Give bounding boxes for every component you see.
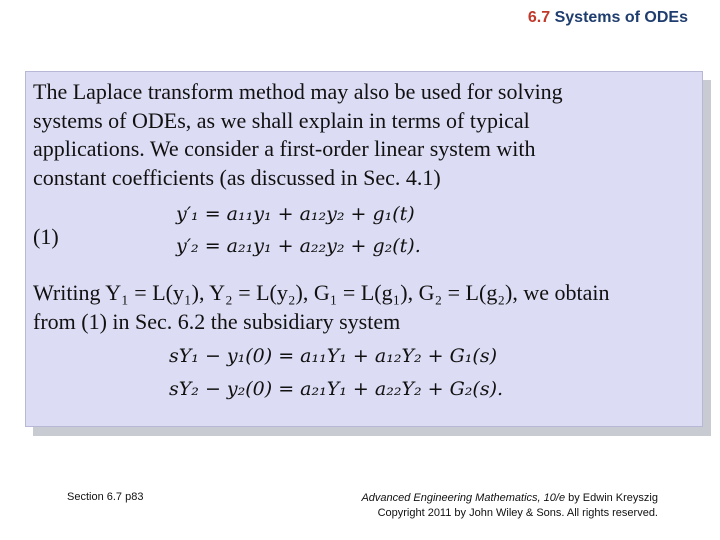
equation-1: y′₁ = a₁₁y₁ + a₁₂y₂ + g₁(t) [176, 203, 415, 225]
content-panel [25, 71, 703, 427]
section-number: 6.7 [527, 9, 551, 26]
equation-number: (1) [33, 224, 59, 249]
equation-2: y′₂ = a₂₁y₁ + a₂₂y₂ + g₂(t). [176, 235, 421, 257]
footer-citation [361, 491, 658, 521]
intro-line: constant coefficients (as discussed in Sec. 4.1) [33, 164, 441, 190]
intro-paragraph [33, 78, 563, 192]
writing-paragraph [33, 279, 609, 336]
subsidiary-equation-2: sY₂ − y₂(0) = a₂₁Y₁ + a₂₂Y₂ + G₂(s). [169, 378, 504, 400]
intro-line: applications. We consider a first-order linear system with [33, 136, 536, 161]
copyright: Copyright 2011 by John Wiley & Sons. All rights reserved. [377, 507, 658, 519]
writing-line: from (1) in Sec. 6.2 the subsidiary system [33, 308, 401, 334]
intro-line: The Laplace transform method may also be used for solving [33, 79, 563, 104]
writing-line: Writing Y₁ = L(y₁), Y₂ = L(y₂), G₁ = L(g₁), G₂ = L(g₂), we obtain [33, 280, 610, 305]
footer-section: Section 6.7 p83 [67, 491, 144, 503]
book-author: by Edwin Kreyszig [565, 492, 658, 504]
section-title: Systems of ODEs [554, 9, 688, 26]
book-title: Advanced Engineering Mathematics, 10/e [361, 492, 566, 504]
slide-title [528, 9, 688, 27]
subsidiary-equation-1: sY₁ − y₁(0) = a₁₁Y₁ + a₁₂Y₂ + G₁(s) [169, 345, 497, 367]
intro-line: systems of ODEs, as we shall explain in terms of typical [33, 107, 530, 133]
